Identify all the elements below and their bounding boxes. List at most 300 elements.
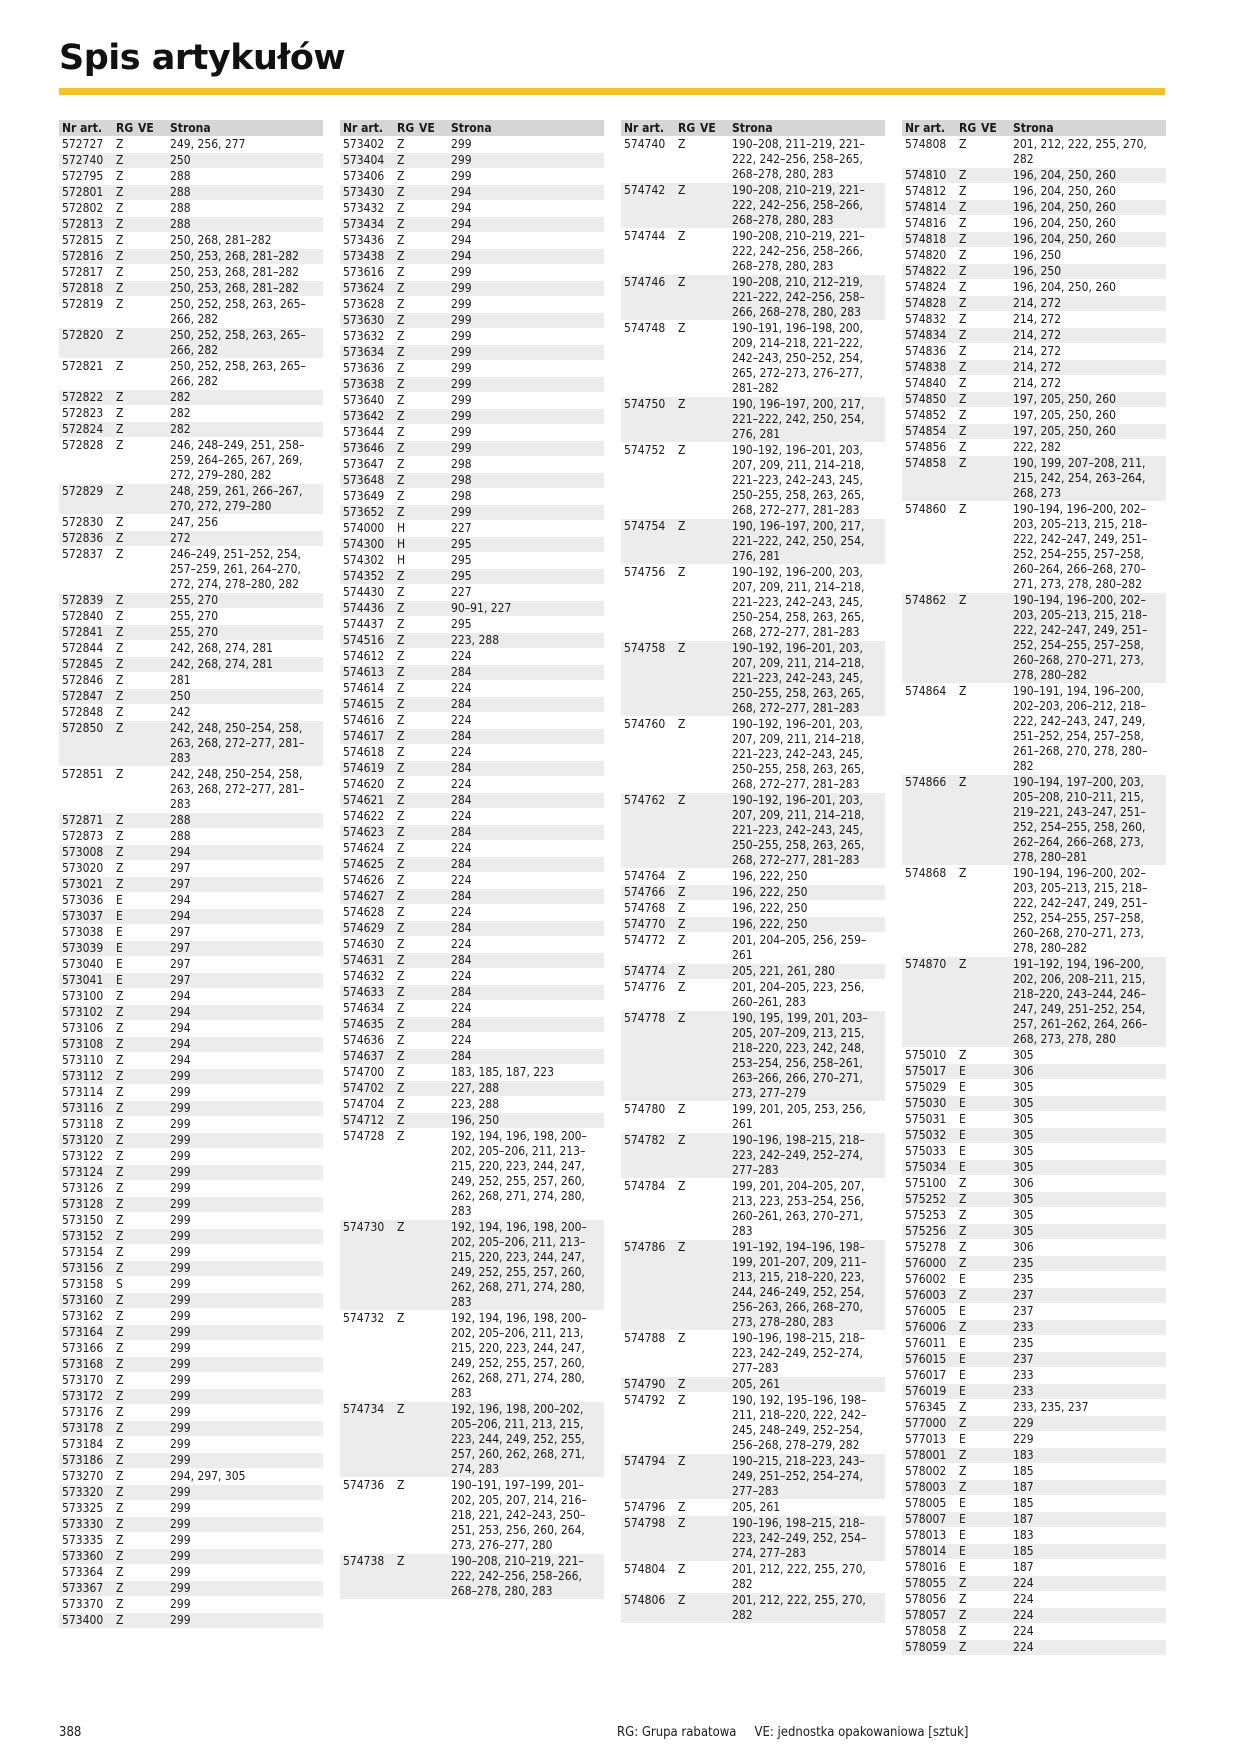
rg-code: Z xyxy=(116,1533,124,1547)
ve-value xyxy=(981,1256,1013,1271)
ve-value xyxy=(138,957,170,972)
page-refs: 294 xyxy=(170,1037,191,1051)
article-number: 574613 xyxy=(343,665,385,679)
rg-code: Z xyxy=(678,717,686,731)
title-underline xyxy=(59,88,1165,95)
page-refs: 282 xyxy=(170,390,191,404)
page-refs: 299 xyxy=(451,393,472,407)
article-number: 573644 xyxy=(343,425,385,439)
article-number: 574770 xyxy=(624,917,666,931)
rg-code: Z xyxy=(959,1608,967,1622)
ve-value xyxy=(419,537,451,552)
table-row xyxy=(902,1384,1166,1399)
article-number: 573110 xyxy=(62,1053,104,1067)
ve-value xyxy=(981,1400,1013,1415)
ve-value xyxy=(419,1113,451,1128)
page-refs: 224 xyxy=(1013,1592,1034,1606)
page-refs: 191–192, 194–196, 198–199, 201–207, 209, 211–213, 215, 218–220, 223, 244, 246–249, 252, 254, 256–263, 266, 268–270, 273, 278–280, 283 xyxy=(732,1240,867,1329)
ve-value xyxy=(981,168,1013,183)
table-row xyxy=(902,328,1166,343)
page-refs: 305 xyxy=(1013,1192,1034,1206)
rg-code: Z xyxy=(116,593,124,607)
ve-value xyxy=(981,1416,1013,1431)
ve-value xyxy=(419,1017,451,1032)
page-refs: 255, 270 xyxy=(170,593,219,607)
rg-code: Z xyxy=(678,229,686,243)
ve-value xyxy=(981,280,1013,295)
page-refs: 196, 250 xyxy=(1013,264,1062,278)
table-row xyxy=(621,917,885,932)
table-row xyxy=(59,1021,323,1036)
page-refs: 250, 252, 258, 263, 265–266, 282 xyxy=(170,297,306,326)
article-number: 578002 xyxy=(905,1464,947,1478)
table-row xyxy=(59,1165,323,1180)
ve-value xyxy=(138,1357,170,1372)
ve-value xyxy=(419,377,451,392)
ve-value xyxy=(981,137,1013,167)
article-number: 573152 xyxy=(62,1229,104,1243)
article-number: 578016 xyxy=(905,1560,947,1574)
article-number: 572802 xyxy=(62,201,104,215)
rg-code: Z xyxy=(678,1377,686,1391)
ve-value xyxy=(138,390,170,405)
ve-value xyxy=(138,909,170,924)
table-row xyxy=(340,217,604,232)
article-number: 578057 xyxy=(905,1608,947,1622)
page-refs: 237 xyxy=(1013,1288,1034,1302)
page-refs: 190–192, 196–201, 203, 207, 209, 211, 214–218, 221–223, 242–243, 245, 250–255, 258, 263, 265, 268, 272–277, 281–283 xyxy=(732,793,865,867)
ve-value xyxy=(419,361,451,376)
article-number: 572845 xyxy=(62,657,104,671)
article-number: 574437 xyxy=(343,617,385,631)
rg-code: Z xyxy=(116,813,124,827)
table-row xyxy=(340,441,604,456)
rg-code: Z xyxy=(116,1117,124,1131)
table-row xyxy=(59,813,323,828)
table-row xyxy=(902,1576,1166,1591)
page-refs: 284 xyxy=(451,985,472,999)
rg-code: Z xyxy=(116,829,124,843)
ve-value xyxy=(138,1037,170,1052)
page-refs: 214, 272 xyxy=(1013,312,1062,326)
table-row xyxy=(902,1048,1166,1063)
page-refs: 192, 196, 198, 200–202, 205–206, 211, 213, 215, 223, 244, 249, 252, 255, 257, 260, 262, 268, 271, 274, 283 xyxy=(451,1402,585,1476)
table-row xyxy=(340,457,604,472)
rg-code: Z xyxy=(116,1053,124,1067)
page-refs: 224 xyxy=(451,777,472,791)
ve-value xyxy=(138,673,170,688)
article-number: 573124 xyxy=(62,1165,104,1179)
page-refs: 306 xyxy=(1013,1240,1034,1254)
rg-code: Z xyxy=(397,153,405,167)
column-header xyxy=(902,120,1166,136)
ve-value xyxy=(981,1352,1013,1367)
article-number: 573648 xyxy=(343,473,385,487)
table-row xyxy=(902,1288,1166,1303)
ve-value xyxy=(138,941,170,956)
table-row xyxy=(340,409,604,424)
table-row xyxy=(902,1144,1166,1159)
article-number: 574436 xyxy=(343,601,385,615)
table-row xyxy=(340,745,604,760)
table-row xyxy=(621,1500,885,1515)
page-refs: 205, 261 xyxy=(732,1500,781,1514)
article-number: 573628 xyxy=(343,297,385,311)
header-ve: VE xyxy=(138,121,154,135)
page-refs: 224 xyxy=(1013,1624,1034,1638)
ve-value xyxy=(138,359,170,389)
table-row xyxy=(902,424,1166,439)
table-row xyxy=(902,593,1166,683)
ve-value xyxy=(138,593,170,608)
article-number: 574866 xyxy=(905,775,947,789)
rg-code: Z xyxy=(116,1101,124,1115)
page-refs: 229 xyxy=(1013,1416,1034,1430)
rg-code: Z xyxy=(397,169,405,183)
table-row xyxy=(59,1069,323,1084)
rg-code: Z xyxy=(959,232,967,246)
ve-value xyxy=(138,137,170,152)
article-number: 573116 xyxy=(62,1101,104,1115)
page-refs: 294 xyxy=(170,1021,191,1035)
ve-value xyxy=(419,329,451,344)
article-number: 574804 xyxy=(624,1562,666,1576)
table-row xyxy=(902,1448,1166,1463)
page-refs: 249, 256, 277 xyxy=(170,137,246,151)
page-refs: 298 xyxy=(451,473,472,487)
article-number: 576003 xyxy=(905,1288,947,1302)
rg-code: Z xyxy=(959,440,967,454)
rg-code: Z xyxy=(116,689,124,703)
article-number: 578055 xyxy=(905,1576,947,1590)
article-number: 574612 xyxy=(343,649,385,663)
rg-code: Z xyxy=(397,985,405,999)
article-number: 578005 xyxy=(905,1496,947,1510)
page-refs: 190–191, 197–199, 201–202, 205, 207, 214, 216–218, 221, 242–243, 250–251, 253, 256, 260, 264, 273, 276–277, 280 xyxy=(451,1478,587,1552)
rg-code: Z xyxy=(397,569,405,583)
article-number: 573150 xyxy=(62,1213,104,1227)
page-refs: 305 xyxy=(1013,1160,1034,1174)
table-row xyxy=(340,377,604,392)
rg-code: Z xyxy=(959,1288,967,1302)
page-refs: 247, 256 xyxy=(170,515,219,529)
page-refs: 196, 204, 250, 260 xyxy=(1013,280,1116,294)
rg-code: Z xyxy=(397,201,405,215)
table-row xyxy=(340,825,604,840)
rg-code: Z xyxy=(397,265,405,279)
page-refs: 294 xyxy=(451,185,472,199)
rg-code: Z xyxy=(116,705,124,719)
page-refs: 190–191, 194, 196–200, 202–203, 206–212, 218–222, 242–243, 247, 249, 251–252, 254, 257–258, 261–268, 270, 278, 280–282 xyxy=(1013,684,1148,773)
rg-code: Z xyxy=(397,825,405,839)
article-number: 574635 xyxy=(343,1017,385,1031)
ve-value xyxy=(981,1592,1013,1607)
article-number: 576005 xyxy=(905,1304,947,1318)
table-row xyxy=(621,641,885,716)
table-row xyxy=(59,1309,323,1324)
ve-value xyxy=(700,1393,732,1453)
rg-code: Z xyxy=(959,408,967,422)
rg-code: Z xyxy=(397,185,405,199)
rg-code: Z xyxy=(959,328,967,342)
article-number: 574624 xyxy=(343,841,385,855)
ve-value xyxy=(419,1001,451,1016)
article-number: 574620 xyxy=(343,777,385,791)
page-refs: 201, 204–205, 223, 256, 260–261, 283 xyxy=(732,980,865,1009)
rg-code: E xyxy=(959,1064,966,1078)
rg-code: Z xyxy=(959,296,967,310)
rg-code: Z xyxy=(116,249,124,263)
table-row xyxy=(340,473,604,488)
table-row xyxy=(59,1053,323,1068)
table-row xyxy=(902,1560,1166,1575)
page-refs: 190–208, 211–219, 221–222, 242–256, 258–265, 268–278, 280, 283 xyxy=(732,137,865,181)
article-number: 574626 xyxy=(343,873,385,887)
page-refs: 237 xyxy=(1013,1352,1034,1366)
rg-code: Z xyxy=(959,1048,967,1062)
ve-value xyxy=(981,502,1013,592)
rg-code: Z xyxy=(959,137,967,151)
ve-value xyxy=(981,1608,1013,1623)
ve-value xyxy=(138,484,170,514)
page-refs: 224 xyxy=(451,681,472,695)
table-row xyxy=(621,519,885,564)
table-row xyxy=(340,569,604,584)
header-rg: RG xyxy=(678,121,696,135)
ve-value xyxy=(419,313,451,328)
article-number: 572844 xyxy=(62,641,104,655)
page-refs: 305 xyxy=(1013,1224,1034,1238)
article-number: 574744 xyxy=(624,229,666,243)
article-number: 575256 xyxy=(905,1224,947,1238)
table-row xyxy=(621,1454,885,1499)
page-refs: 250, 268, 281–282 xyxy=(170,233,272,247)
table-row xyxy=(340,697,604,712)
rg-code: Z xyxy=(678,980,686,994)
article-number: 574778 xyxy=(624,1011,666,1025)
ve-value xyxy=(419,201,451,216)
rg-code: Z xyxy=(397,1081,405,1095)
ve-value xyxy=(138,1517,170,1532)
ve-value xyxy=(981,1048,1013,1063)
page-refs: 196, 204, 250, 260 xyxy=(1013,232,1116,246)
page-refs: 299 xyxy=(451,441,472,455)
table-row xyxy=(902,264,1166,279)
page-refs: 248, 259, 261, 266–267, 270, 272, 279–280 xyxy=(170,484,303,513)
page-refs: 299 xyxy=(170,1373,191,1387)
article-number: 573624 xyxy=(343,281,385,295)
page-refs: 190–196, 198–215, 218–223, 242–249, 252–274, 277–283 xyxy=(732,1331,865,1375)
ve-value xyxy=(419,457,451,472)
page-refs: 284 xyxy=(451,1049,472,1063)
ve-value xyxy=(138,1485,170,1500)
table-row xyxy=(59,1533,323,1548)
page-refs: 224 xyxy=(1013,1640,1034,1654)
table-row xyxy=(59,169,323,184)
table-row xyxy=(340,633,604,648)
rg-code: Z xyxy=(116,641,124,655)
article-number: 573170 xyxy=(62,1373,104,1387)
article-number: 573162 xyxy=(62,1309,104,1323)
table-row xyxy=(59,1517,323,1532)
ve-value xyxy=(700,901,732,916)
table-row xyxy=(59,1229,323,1244)
rg-code: E xyxy=(959,1384,966,1398)
page-refs: 299 xyxy=(170,1613,191,1627)
ve-value xyxy=(981,1336,1013,1351)
table-row xyxy=(59,1133,323,1148)
article-number: 573434 xyxy=(343,217,385,231)
rg-code: Z xyxy=(397,489,405,503)
page-refs: 190–208, 210, 212–219, 221–222, 242–256, 258–266, 268–278, 280, 283 xyxy=(732,275,865,319)
ve-value xyxy=(981,328,1013,343)
page-refs: 224 xyxy=(451,905,472,919)
rg-code: Z xyxy=(116,1149,124,1163)
rg-code: Z xyxy=(116,531,124,545)
ve-value xyxy=(700,1377,732,1392)
article-number: 573406 xyxy=(343,169,385,183)
ve-value xyxy=(981,216,1013,231)
page-refs: 299 xyxy=(170,1453,191,1467)
ve-value xyxy=(419,553,451,568)
ve-value xyxy=(700,519,732,564)
table-row xyxy=(59,1405,323,1420)
page-refs: 299 xyxy=(170,1101,191,1115)
article-number: 576002 xyxy=(905,1272,947,1286)
table-row xyxy=(340,361,604,376)
article-number: 573404 xyxy=(343,153,385,167)
page-refs: 295 xyxy=(451,569,472,583)
rg-code: E xyxy=(959,1160,966,1174)
page-refs: 196, 222, 250 xyxy=(732,917,808,931)
ve-value xyxy=(138,893,170,908)
article-number: 573156 xyxy=(62,1261,104,1275)
article-number: 575100 xyxy=(905,1176,947,1190)
page-refs: 305 xyxy=(1013,1208,1034,1222)
table-row xyxy=(59,328,323,358)
article-number: 572813 xyxy=(62,217,104,231)
table-row xyxy=(59,909,323,924)
rg-code: Z xyxy=(116,1373,124,1387)
article-number: 573100 xyxy=(62,989,104,1003)
rg-code: Z xyxy=(116,1341,124,1355)
rg-code: Z xyxy=(678,933,686,947)
table-row xyxy=(59,989,323,1004)
page-refs: 214, 272 xyxy=(1013,344,1062,358)
page-refs: 294 xyxy=(451,201,472,215)
table-row xyxy=(59,185,323,200)
table-row xyxy=(902,1304,1166,1319)
table-row xyxy=(902,775,1166,865)
table-row xyxy=(902,1192,1166,1207)
ve-value xyxy=(981,408,1013,423)
article-number: 575034 xyxy=(905,1160,947,1174)
page-refs: 299 xyxy=(451,425,472,439)
ve-value xyxy=(700,1011,732,1101)
table-row xyxy=(59,249,323,264)
table-row xyxy=(340,585,604,600)
ve-value xyxy=(138,1149,170,1164)
article-number: 574704 xyxy=(343,1097,385,1111)
ve-value xyxy=(981,1528,1013,1543)
rg-code: Z xyxy=(397,1311,405,1325)
ve-value xyxy=(138,705,170,720)
article-number: 574629 xyxy=(343,921,385,935)
table-row xyxy=(59,1613,323,1628)
ve-value xyxy=(981,1096,1013,1111)
ve-value xyxy=(419,169,451,184)
article-number: 573400 xyxy=(62,1613,104,1627)
page-refs: 250 xyxy=(170,689,191,703)
page-refs: 299 xyxy=(170,1069,191,1083)
ve-value xyxy=(700,443,732,518)
page-refs: 190–192, 196–201, 203, 207, 209, 211, 214–218, 221–223, 242–243, 245, 250–255, 258, 263, 265, 268, 272–277, 281–283 xyxy=(732,717,865,791)
header-nr: Nr art. xyxy=(624,121,664,135)
rg-code: Z xyxy=(116,1453,124,1467)
table-row xyxy=(59,657,323,672)
ve-value xyxy=(700,565,732,640)
table-row xyxy=(621,321,885,396)
page-refs: 187 xyxy=(1013,1512,1034,1526)
article-number: 574780 xyxy=(624,1102,666,1116)
page-refs: 190–194, 196–200, 202–203, 205–213, 215, 218–222, 242–247, 249, 251–252, 254–255, 257–258, 260–264, 266–268, 270–271, 273, 278, 280–282 xyxy=(1013,502,1148,591)
rg-code: Z xyxy=(678,1393,686,1407)
article-number: 574748 xyxy=(624,321,666,335)
table-row xyxy=(340,985,604,1000)
rg-code: Z xyxy=(116,1517,124,1531)
table-row xyxy=(59,641,323,656)
page-refs: 284 xyxy=(451,953,472,967)
table-row xyxy=(59,201,323,216)
table-row xyxy=(340,921,604,936)
article-number: 574630 xyxy=(343,937,385,951)
rg-code: Z xyxy=(959,344,967,358)
article-number: 574621 xyxy=(343,793,385,807)
page-refs: 299 xyxy=(170,1597,191,1611)
article-number: 576017 xyxy=(905,1368,947,1382)
ve-value xyxy=(419,297,451,312)
page-refs: 288 xyxy=(170,185,191,199)
article-number: 578014 xyxy=(905,1544,947,1558)
legend-rg: RG: Grupa rabatowa xyxy=(617,1725,737,1740)
page-refs: 183, 185, 187, 223 xyxy=(451,1065,554,1079)
article-number: 574750 xyxy=(624,397,666,411)
ve-value xyxy=(700,1562,732,1592)
ve-value xyxy=(700,1240,732,1330)
page-refs: 224 xyxy=(451,873,472,887)
table-row xyxy=(59,1213,323,1228)
article-number: 574623 xyxy=(343,825,385,839)
table-row xyxy=(59,705,323,720)
rg-code: Z xyxy=(397,1478,405,1492)
page-refs: 224 xyxy=(451,745,472,759)
rg-code: Z xyxy=(959,1480,967,1494)
article-number: 573652 xyxy=(343,505,385,519)
article-number: 572851 xyxy=(62,767,104,781)
ve-value xyxy=(138,973,170,988)
table-row xyxy=(340,1129,604,1219)
rg-code: E xyxy=(116,973,123,987)
rg-code: Z xyxy=(397,793,405,807)
page-refs: 183 xyxy=(1013,1528,1034,1542)
table-row xyxy=(621,1179,885,1239)
page-refs: 297 xyxy=(170,957,191,971)
page-refs: 295 xyxy=(451,537,472,551)
table-row xyxy=(621,1331,885,1376)
ve-value xyxy=(138,1005,170,1020)
ve-value xyxy=(419,681,451,696)
table-row xyxy=(340,857,604,872)
